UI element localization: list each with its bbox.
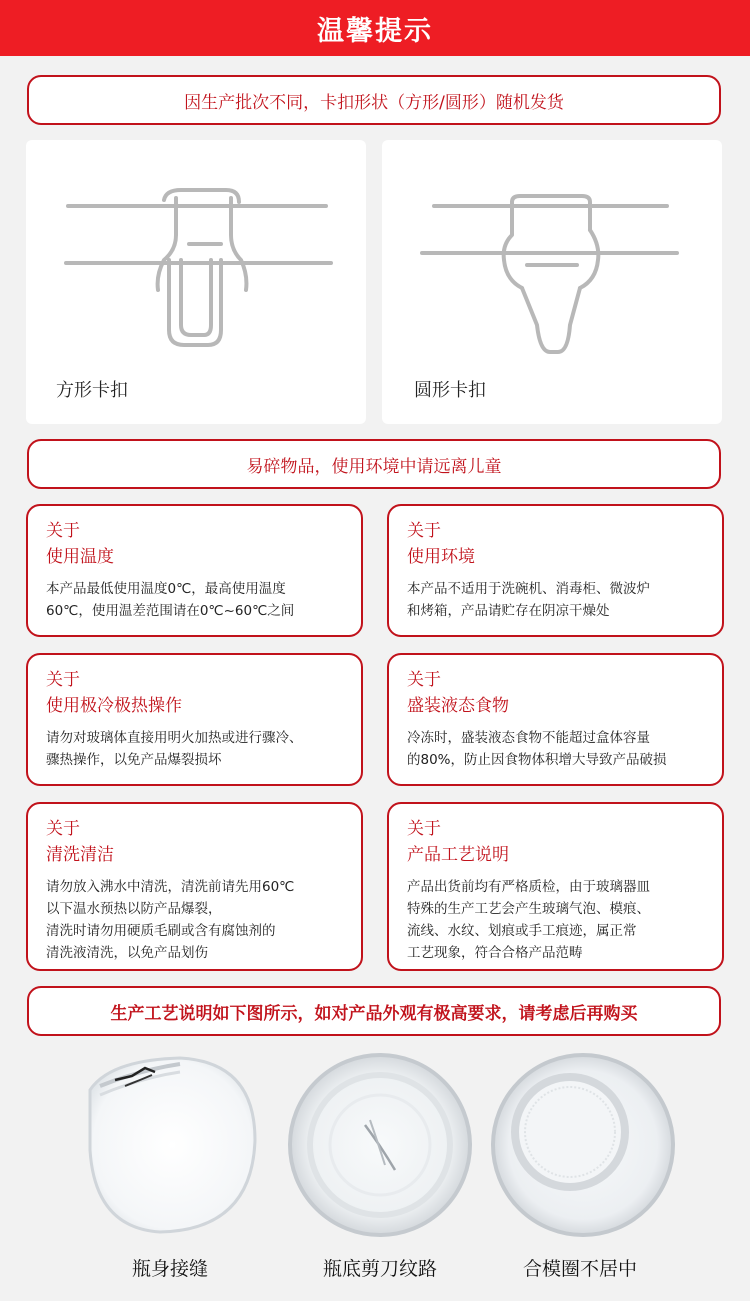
card-kicker: 关于: [46, 670, 80, 690]
bottle-seam-image: [70, 1050, 260, 1240]
card-kicker: 关于: [407, 819, 441, 839]
card-body: 本产品不适用于洗碗机、消毒柜、微波炉 和烤箱，产品请贮存在阴凉干燥处: [407, 581, 650, 619]
card-title: 产品工艺说明: [407, 845, 509, 865]
clip-label-square: 方形卡扣: [56, 380, 128, 401]
card-cleaning: [26, 802, 363, 971]
notice-fragile: 易碎物品，使用环境中请远离儿童: [27, 439, 721, 489]
card-kicker: 关于: [407, 670, 441, 690]
notice-process: 生产工艺说明如下图所示，如对产品外观有极高要求，请考虑后再购买: [27, 986, 721, 1036]
card-extreme-temp: [26, 653, 363, 786]
card-liquid-food: [387, 653, 724, 786]
clip-label-round: 圆形卡扣: [414, 380, 486, 401]
bottle-bottom-image: [285, 1050, 475, 1240]
card-temperature: [26, 504, 363, 637]
card-title: 使用环境: [407, 547, 475, 567]
card-title: 使用温度: [46, 547, 114, 567]
card-body: 产品出货前均有严格质检，由于玻璃器皿 特殊的生产工艺会产生玻璃气泡、模痕、 流线、水纹、划痕或手工痕迹，属正常 工艺现象，符合合格产品范畴: [407, 879, 650, 961]
card-body: 请勿对玻璃体直接用明火加热或进行骤冷、 骤热操作，以免产品爆裂损坏: [46, 730, 303, 768]
notice-shape: 因生产批次不同，卡扣形状（方形/圆形）随机发货: [27, 75, 721, 125]
card-kicker: 关于: [46, 819, 80, 839]
mold-ring-image: [488, 1050, 678, 1240]
photo-caption-bottom: 瓶底剪刀纹路: [322, 1258, 437, 1280]
card-body: 本产品最低使用温度0℃，最高使用温度 60℃，使用温差范围请在0℃~60℃之间: [46, 581, 295, 619]
photo-caption-mold: 合模圈不居中: [522, 1258, 637, 1280]
clip-card-square: [26, 140, 366, 424]
card-kicker: 关于: [407, 521, 441, 541]
card-body: 请勿放入沸水中清洗，清洗前请先用60℃ 以下温水预热以防产品爆裂， 清洗时请勿用硬质毛刷或含有腐蚀剂的 清洗液清洗，以免产品划伤: [46, 879, 295, 961]
card-process: [387, 802, 724, 971]
photo-caption-seam: 瓶身接缝: [131, 1258, 208, 1280]
card-title: 使用极冷极热操作: [46, 696, 182, 716]
card-body: 冷冻时，盛装液态食物不能超过盒体容量 的80%，防止因食物体积增大导致产品破损: [407, 730, 667, 768]
page-header: [0, 0, 750, 56]
card-title: 清洗清洁: [46, 845, 114, 865]
card-kicker: 关于: [46, 521, 80, 541]
clip-card-round: [382, 140, 722, 424]
card-title: 盛装液态食物: [407, 696, 509, 716]
header-title: 温馨提示: [317, 15, 433, 47]
card-environment: [387, 504, 724, 637]
